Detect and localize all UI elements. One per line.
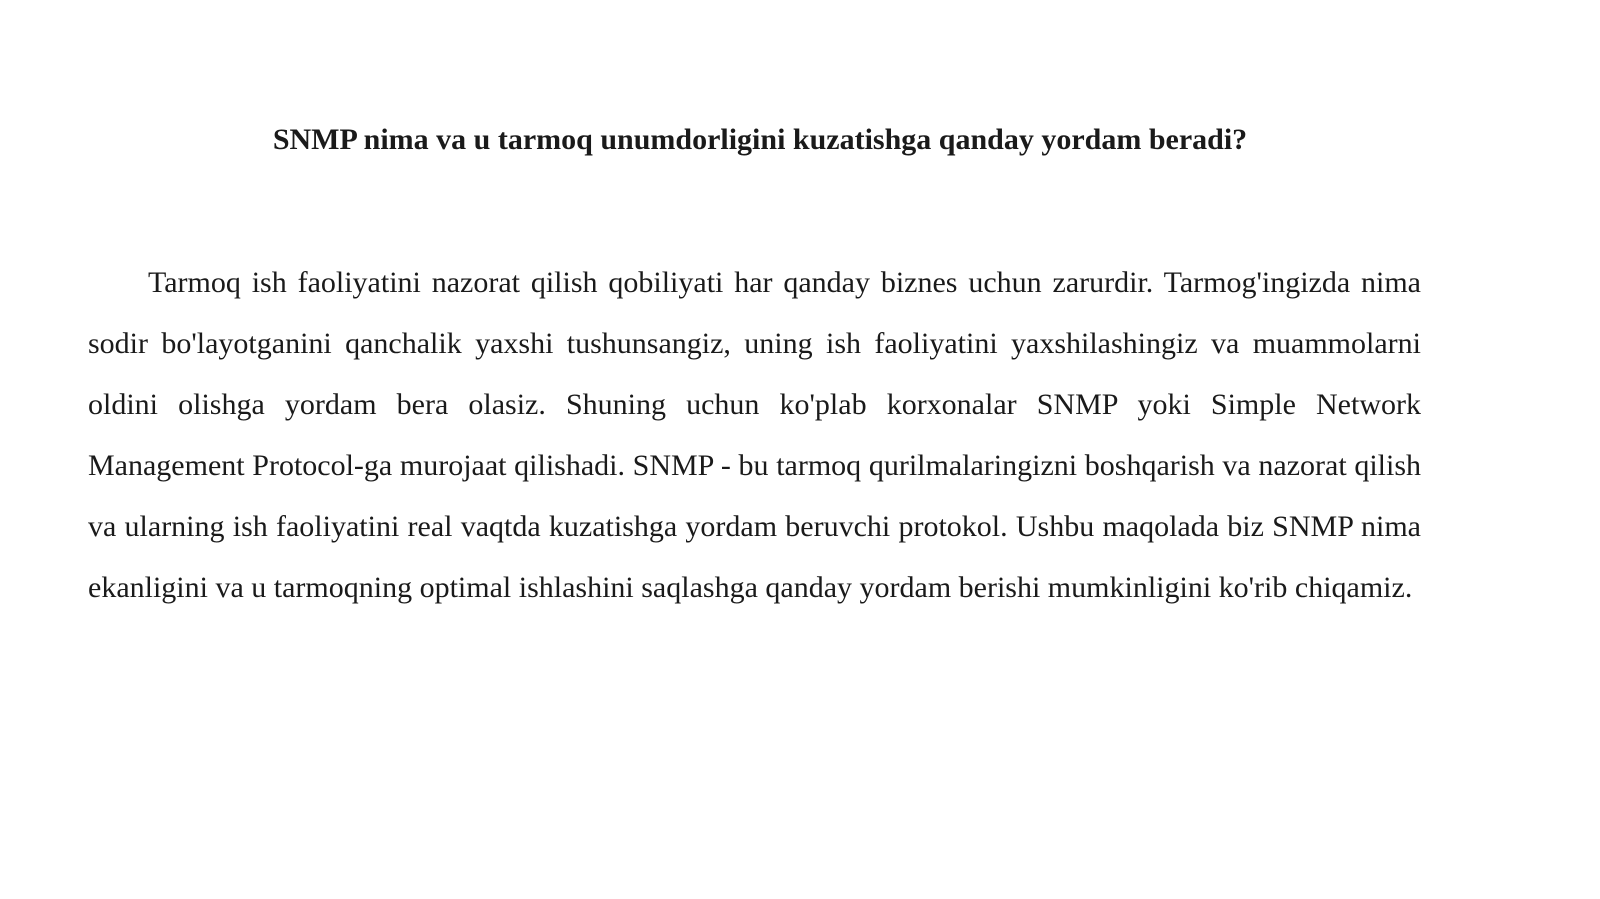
document-title: SNMP nima va u tarmoq unumdorligini kuzatishga qanday yordam beradi? (272, 123, 1248, 156)
document-paragraph: Tarmoq ish faoliyatini nazorat qilish qobiliyati har qanday biznes uchun zarurdir. Tarmog'ingizda nima sodir bo'layotganini qanchalik yaxshi tushunsangiz, uning ish faoliyatini yaxshilashingiz va muammolarni oldini olishga yordam bera olasiz. Shuning uchun ko'plab korxonalar SNMP yoki Simple Network Management Protocol-ga murojaat qilishadi. SNMP - bu tarmoq qurilmalaringizni boshqarish va nazorat qilish va ularning ish faoliyatini real vaqtda kuzatishga yordam beruvchi protokol. Ushbu maqolada biz SNMP nima ekanligini va u tarmoqning optimal ishlashini saqlashga qanday yordam berishi mumkinligini ko'rib chiqamiz. (88, 266, 1421, 604)
